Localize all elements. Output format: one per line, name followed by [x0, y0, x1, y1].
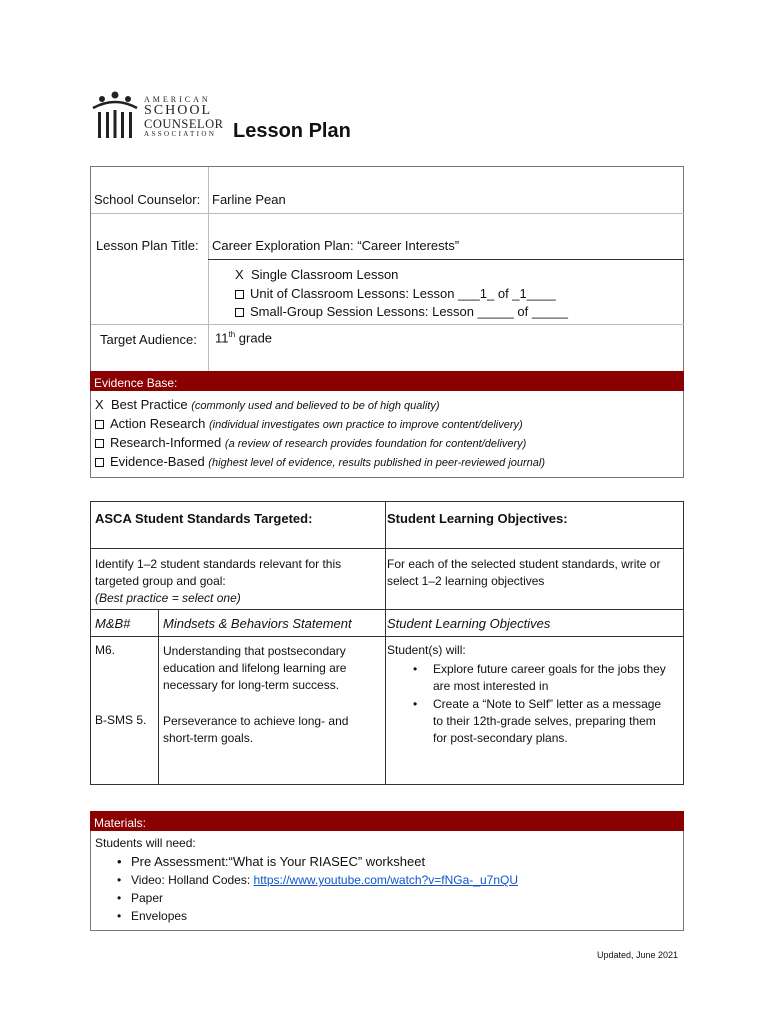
- audience-value: 11th grade: [215, 330, 273, 346]
- material-item: • Envelopes: [117, 909, 188, 923]
- evidence-item-research-informed: Research-Informed (a review of research provides foundation for content/delivery): [95, 435, 526, 450]
- material-item: • Pre Assessment:“What is Your RIASEC” worksheet: [117, 854, 426, 869]
- audience-label: Target Audience:: [100, 332, 197, 347]
- evidence-item-action-research: Action Research (individual investigates own practice to improve content/delivery): [95, 416, 523, 431]
- standards-header: ASCA Student Standards Targeted:: [95, 511, 313, 526]
- evidence-box: [90, 391, 684, 478]
- material-item: • Video: Holland Codes: https://www.youtube.com/watch?v=fNGa-_u7nQU: [117, 873, 518, 887]
- standard-statement: Perseverance to achieve long- and short-term goals.: [163, 714, 349, 745]
- lesson-type-small-group: Small-Group Session Lessons: Lesson _____ of _____: [235, 304, 568, 319]
- unchecked-box-icon: [95, 439, 104, 448]
- standards-instructions: Identify 1–2 student standards relevant for this targeted group and goal: (Best practice = select one): [95, 557, 342, 605]
- sub-objectives-header: Student Learning Objectives: [387, 616, 551, 631]
- standard-code: B-SMS 5.: [95, 713, 147, 727]
- lesson-type-single: X Single Classroom Lesson: [235, 267, 399, 282]
- materials-header: Materials:: [90, 811, 684, 831]
- evidence-header: Evidence Base:: [90, 371, 684, 391]
- info-table: [90, 166, 684, 372]
- objectives-intro: Student(s) will:: [387, 643, 466, 657]
- updated-date: Updated, June 2021: [597, 950, 679, 960]
- material-item: • Paper: [117, 891, 164, 905]
- lesson-title-value: Career Exploration Plan: “Career Interests”: [212, 238, 460, 253]
- asca-logo-wordmark: AMERICAN SCHOOL COUNSELOR ASSOCIATION: [144, 95, 224, 138]
- holland-codes-video-link[interactable]: https://www.youtube.com/watch?v=fNGa-_u7nQU: [253, 873, 518, 887]
- objective-item: • Create a “Note to Self” letter as a message to their 12th-grade selves, preparing them for post-secondary plans.: [413, 697, 662, 745]
- evidence-item-evidence-based: Evidence-Based (highest level of evidence, results published in peer-reviewed journal): [95, 454, 545, 469]
- statement-column-header: Mindsets & Behaviors Statement: [163, 616, 352, 631]
- materials-box: [90, 831, 684, 931]
- objectives-instructions: For each of the selected student standards, write or select 1–2 learning objectives: [387, 557, 661, 588]
- materials-intro: Students will need:: [95, 836, 196, 850]
- standard-code: M6.: [95, 643, 116, 657]
- unchecked-box-icon: [235, 290, 244, 299]
- objective-item: • Explore future career goals for the jobs they are most interested in: [413, 662, 666, 693]
- checked-x-icon: X: [235, 267, 244, 282]
- objectives-header: Student Learning Objectives:: [387, 511, 568, 526]
- mb-column-header: M&B#: [95, 616, 131, 631]
- unchecked-box-icon: [95, 420, 104, 429]
- evidence-item-best-practice: X Best Practice (commonly used and believed to be of high quality): [95, 397, 440, 412]
- lesson-type-unit: Unit of Classroom Lessons: Lesson ___1_ of _1____: [235, 286, 556, 301]
- unchecked-box-icon: [235, 308, 244, 317]
- standard-statement: Understanding that postsecondary education and lifelong learning are necessary for long-term success.: [163, 644, 347, 692]
- page-title: Lesson Plan: [233, 120, 351, 142]
- standards-table: [90, 501, 684, 785]
- counselor-label: School Counselor:: [94, 192, 201, 207]
- asca-logo-icon: [90, 90, 140, 142]
- lesson-title-label: Lesson Plan Title:: [96, 238, 199, 253]
- unchecked-box-icon: [95, 458, 104, 467]
- counselor-value: Farline Pean: [212, 192, 286, 207]
- checked-x-icon: X: [95, 397, 104, 412]
